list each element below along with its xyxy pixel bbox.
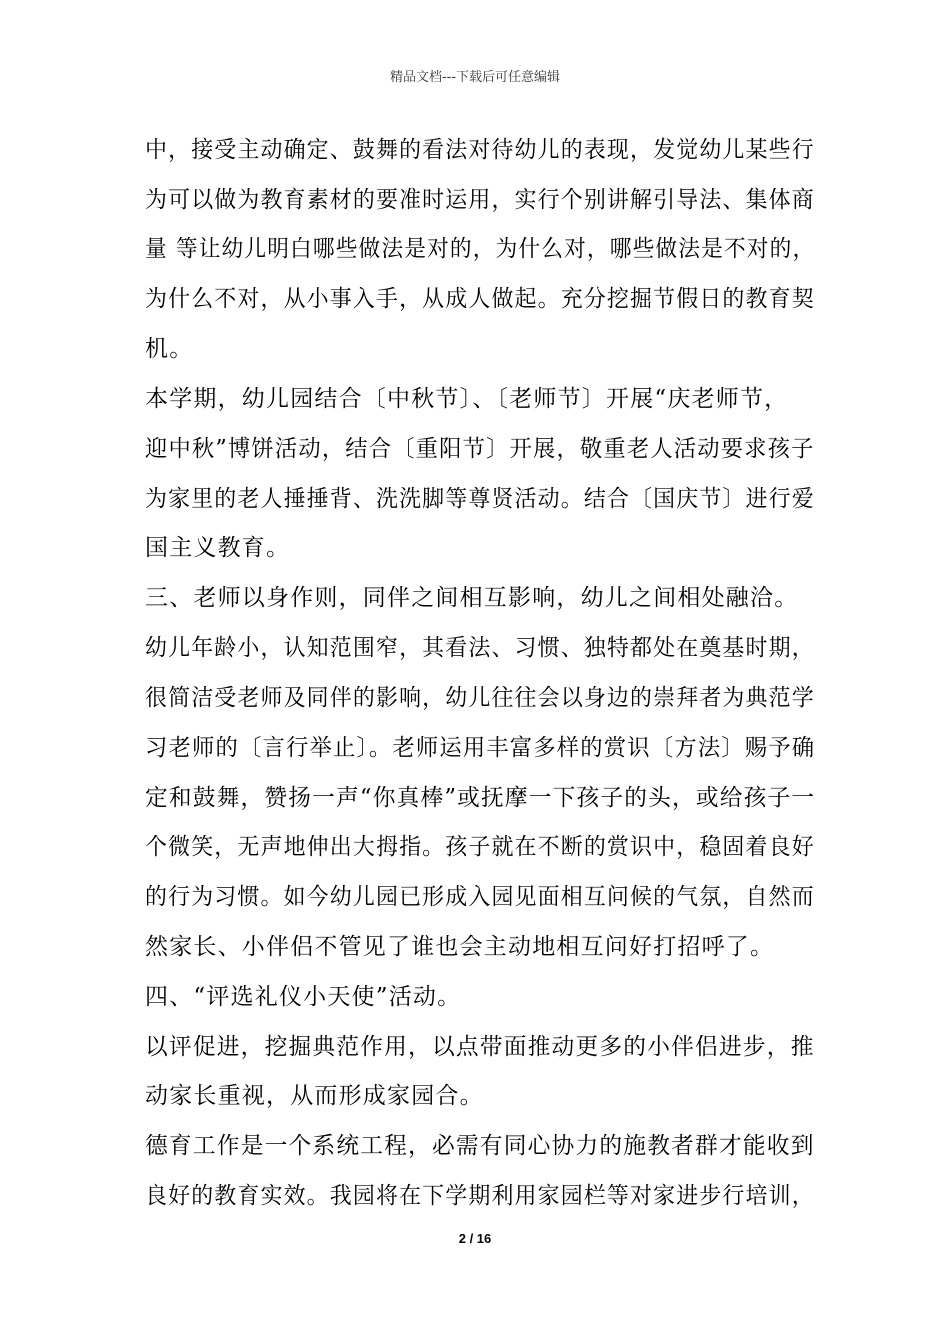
text-line: 良好的教育实效。我园将在下学期利用家园栏等对家进步行培训， [145, 1183, 815, 1209]
page-header: 精品文档---下载后可任意编辑 [389, 70, 561, 85]
text-line: 动家长重视，从而形成家园合。 [145, 1083, 484, 1109]
text-line: 四、“评选礼仪小天使”活动。 [145, 984, 462, 1010]
text-line: 本学期，幼儿园结合〔中秋节〕、〔老师节〕开展“庆老师节， [145, 386, 789, 412]
text-line: 三、老师以身作则，同伴之间相互影响，幼儿之间相处融洽。 [145, 585, 799, 611]
text-line: 习老师的〔言行举止〕。老师运用丰富多样的赏识〔方法〕赐予确 [145, 735, 816, 761]
page-number: 2 / 16 [458, 1231, 492, 1246]
text-line: 迎中秋”博饼活动，结合〔重阳节〕开展，敬重老人活动要求孩子 [145, 436, 815, 462]
text-line: 国主义教育。 [145, 535, 291, 561]
text-line: 为什么不对，从小事入手，从成人做起。充分挖掘节假日的教育契 [145, 286, 815, 312]
text-line: 量 等让幼儿明白哪些做法是对的，为什么对，哪些做法是不对的， [145, 236, 816, 262]
text-line: 定和鼓舞，赞扬一声“你真棒”或抚摩一下孩子的头，或给孩子一 [145, 785, 816, 811]
text-line: 机。 [145, 336, 194, 362]
text-line: 德育工作是一个系统工程，必需有同心协力的施教者群才能收到 [145, 1133, 815, 1159]
text-line: 个微笑，无声地伸出大拇指。孩子就在不断的赏识中，稳固着良好 [145, 834, 815, 860]
text-line: 为可以做为教育素材的要准时运用，实行个别讲解引导法、集体商 [145, 187, 815, 213]
text-line: 以评促进，挖掘典范作用，以点带面推动更多的小伴侣进步，推 [145, 1034, 815, 1060]
text-line: 为家里的老人捶捶背、洗洗脚等尊贤活动。结合〔国庆节〕进行爱 [145, 486, 815, 512]
text-line: 中，接受主动确定、鼓舞的看法对待幼儿的表现，发觉幼儿某些行 [145, 137, 815, 163]
text-line: 很简洁受老师及同伴的影响，幼儿往往会以身边的崇拜者为典范学 [145, 685, 815, 711]
text-line: 幼儿年龄小，认知范围窄，其看法、习惯、独特都处在奠基时期， [145, 635, 815, 661]
text-line: 然家长、小伴侣不管见了谁也会主动地相互问好打招呼了。 [145, 934, 775, 960]
text-line: 的行为习惯。如今幼儿园已形成入园见面相互问候的气氛，自然而 [145, 884, 815, 910]
